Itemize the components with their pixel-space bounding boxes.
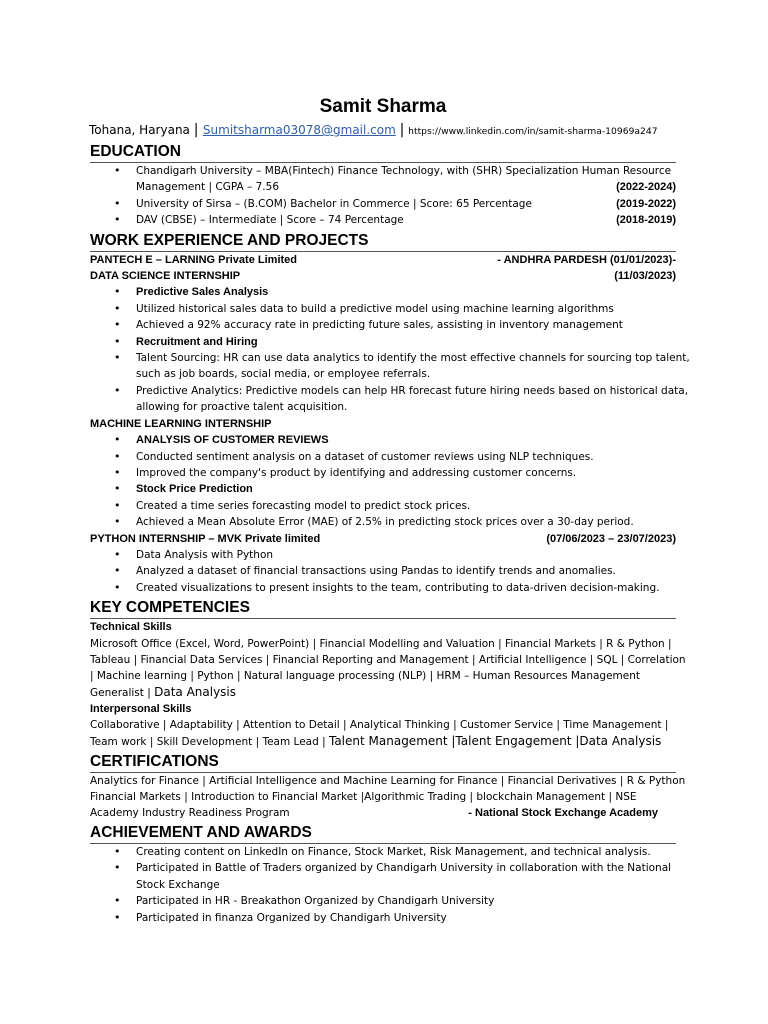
list-item: • Created a time series forecasting model to predict stock prices. <box>90 498 676 514</box>
list-item: • Utilized historical sales data to build a predictive model using machine learning algorithms <box>90 301 676 317</box>
awards-heading: ACHIEVEMENT AND AWARDS <box>90 824 676 844</box>
certifications-line: Financial Markets | Introduction to Financial Market |Algorithmic Trading | blockchain Management | NSE <box>90 790 637 803</box>
interpersonal-skills-line: Team work | Skill Development | Team Lead | Talent Management |Talent Engagement |Data Analysis <box>90 733 662 748</box>
project-title: • Predictive Sales Analysis <box>90 284 676 300</box>
project-title: • Recruitment and Hiring <box>90 334 676 350</box>
education-item: • Chandigarh University – MBA(Fintech) Finance Technology, with (SHR) Specialization Human Resource <box>90 163 676 179</box>
project-title: • Stock Price Prediction <box>90 481 676 497</box>
technical-skills-line: Microsoft Office (Excel, Word, PowerPoint) | Financial Modelling and Valuation | Financial Markets | R & Python | <box>90 637 672 650</box>
technical-skills-line: | Machine learning | Python | Natural language processing (NLP) | HRM – Human Resources Management <box>90 669 640 682</box>
list-item-cont: such as job boards, social media, or employee referrals. <box>136 368 431 381</box>
candidate-name: Samit Sharma <box>319 96 447 117</box>
role-line: DATA SCIENCE INTERNSHIP (11/03/2023) <box>90 270 676 283</box>
certifications-line: Analytics for Finance | Artificial Intelligence and Machine Learning for Finance | Financial Derivatives | R & Python <box>90 774 686 787</box>
technical-skills-title: Technical Skills <box>90 621 172 634</box>
interpersonal-skills-line: Collaborative | Adaptability | Attention to Detail | Analytical Thinking | Customer Service | Time Management | <box>90 718 669 731</box>
technical-skills-line: Generalist | Data Analysis <box>90 684 237 699</box>
list-item: • Participated in Battle of Traders organized by Chandigarh University in collaboration with the National <box>90 860 676 876</box>
education-item: • University of Sirsa – (B.COM) Bachelor in Commerce | Score: 65 Percentage (2019-2022) <box>90 196 676 212</box>
resume-page <box>89 96 690 926</box>
list-item: • Participated in HR - Breakathon Organized by Chandigarh University <box>90 893 676 909</box>
education-item-cont: Management | CGPA – 7.56 (2022-2024) <box>136 181 676 194</box>
list-item: • Participated in finanza Organized by Chandigarh University <box>90 910 676 926</box>
list-item: • Achieved a Mean Absolute Error (MAE) of 2.5% in predicting stock prices over a 30-day period. <box>90 514 676 530</box>
certifications-heading: CERTIFICATIONS <box>90 753 676 773</box>
role-line: MACHINE LEARNING INTERNSHIP <box>90 417 272 430</box>
list-item: • Created visualizations to present insights to the team, contributing to data-driven decision-making. <box>90 580 676 596</box>
location: Tohana, Haryana <box>89 123 190 137</box>
list-item-cont: Stock Exchange <box>136 878 220 891</box>
education-heading: EDUCATION <box>90 143 676 163</box>
list-item: • Improved the company's product by identifying and addressing customer concerns. <box>90 465 676 481</box>
list-item: • Analyzed a dataset of financial transactions using Pandas to identify trends and anomalies. <box>90 563 676 579</box>
certifications-line: Academy Industry Readiness Program - National Stock Exchange Academy <box>90 806 658 819</box>
work-heading: WORK EXPERIENCE AND PROJECTS <box>90 232 676 252</box>
company-line: PANTECH E – LARNING Private Limited - ANDHRA PARDESH (01/01/2023)- <box>90 253 676 266</box>
contact-line: Tohana, Haryana | Sumitsharma03078@gmail.com | https://www.linkedin.com/in/samit-sharma-10969a247 <box>89 122 658 138</box>
list-item: • Creating content on LinkedIn on Finance, Stock Market, Risk Management, and technical analysis. <box>90 844 676 860</box>
linkedin-link[interactable]: https://www.linkedin.com/in/samit-sharma-10969a247 <box>408 126 658 137</box>
project-title: • ANALYSIS OF CUSTOMER REVIEWS <box>90 432 676 448</box>
list-item: • Predictive Analytics: Predictive models can help HR forecast future hiring needs based on historical data, <box>90 383 676 399</box>
list-item: • Conducted sentiment analysis on a dataset of customer reviews using NLP techniques. <box>90 449 676 465</box>
technical-skills-line: Tableau | Financial Data Services | Financial Reporting and Management | Artificial Intelligence | SQL | Correlation <box>90 653 686 666</box>
list-item: • Talent Sourcing: HR can use data analytics to identify the most effective channels for sourcing top talent, <box>90 350 676 366</box>
education-item: • DAV (CBSE) – Intermediate | Score – 74 Percentage (2018-2019) <box>90 212 676 228</box>
list-item-cont: allowing for proactive talent acquisition. <box>136 401 348 414</box>
role-line: PYTHON INTERNSHIP – MVK Private limited (07/06/2023 – 23/07/2023) <box>90 532 676 545</box>
competencies-heading: KEY COMPETENCIES <box>90 599 676 619</box>
list-item: • Data Analysis with Python <box>90 547 676 563</box>
email-link[interactable]: Sumitsharma03078@gmail.com <box>202 123 396 137</box>
interpersonal-skills-title: Interpersonal Skills <box>90 702 192 715</box>
list-item: • Achieved a 92% accuracy rate in predicting future sales, assisting in inventory management <box>90 317 676 333</box>
